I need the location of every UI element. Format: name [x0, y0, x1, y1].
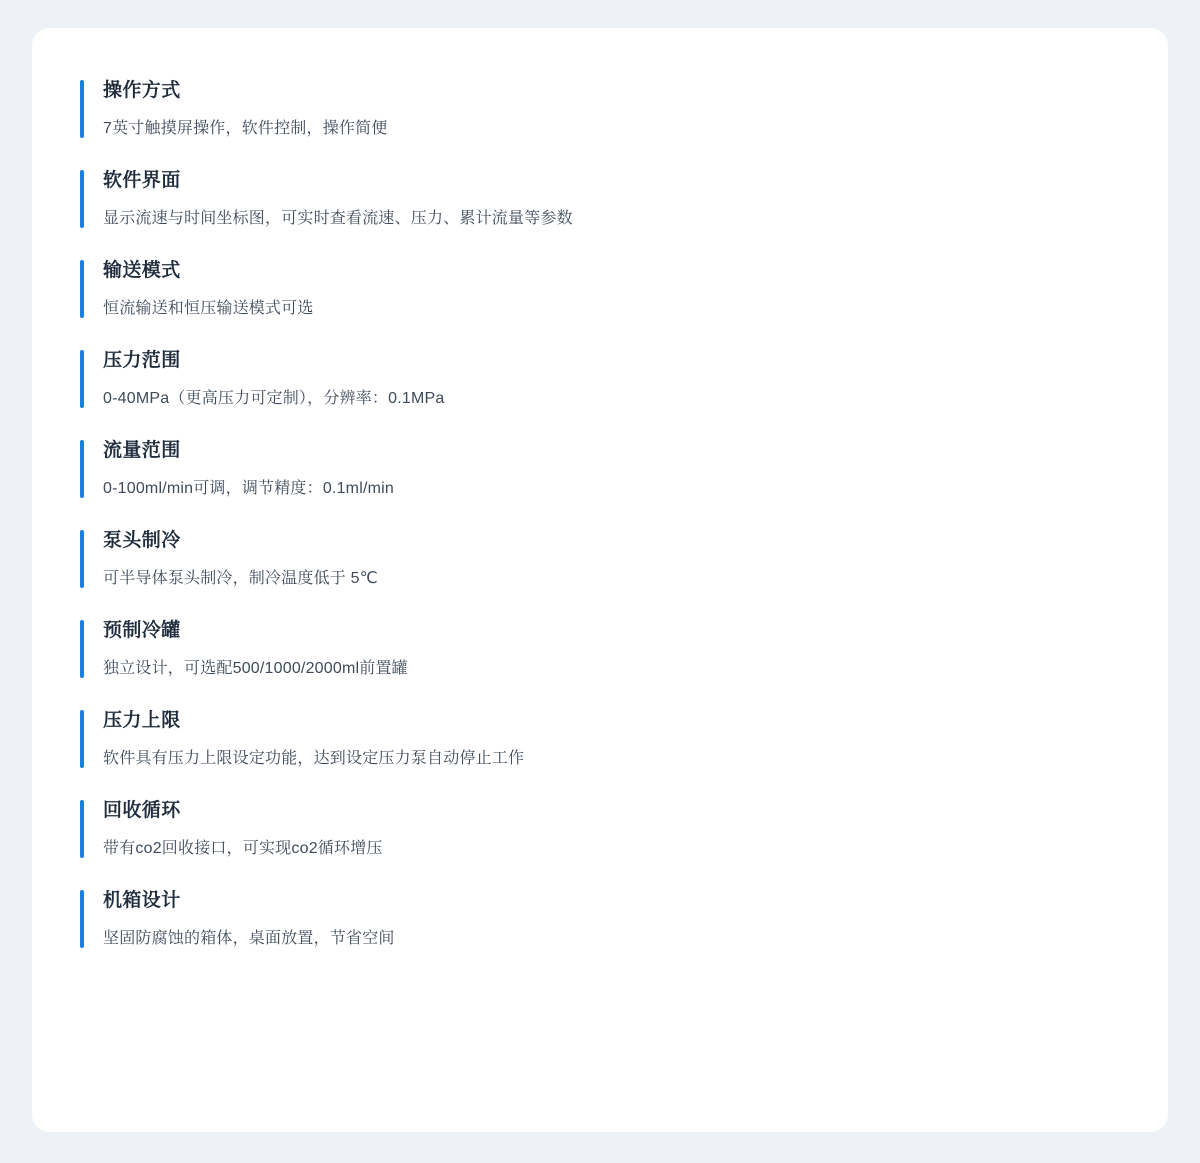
spec-item — [32, 706, 1168, 772]
spec-title: 操作方式 — [103, 80, 181, 101]
spec-title: 软件界面 — [103, 170, 181, 191]
spec-title: 回收循环 — [103, 800, 181, 821]
accent-bar — [80, 710, 84, 768]
spec-description: 带有co2回收接口，可实现co2循环增压 — [103, 840, 383, 857]
spec-title: 流量范围 — [103, 440, 181, 461]
spec-description: 可半导体泵头制冷，制冷温度低于 5℃ — [103, 570, 378, 587]
spec-title: 输送模式 — [103, 260, 181, 281]
accent-bar — [80, 170, 84, 228]
spec-title: 机箱设计 — [103, 890, 181, 911]
spec-description: 0-40MPa（更高压力可定制），分辨率：0.1MPa — [103, 390, 445, 407]
spec-title: 压力范围 — [103, 350, 181, 371]
spec-item — [32, 526, 1168, 592]
spec-description: 显示流速与时间坐标图，可实时查看流速、压力、累计流量等参数 — [103, 210, 573, 227]
spec-item — [32, 436, 1168, 502]
accent-bar — [80, 350, 84, 408]
accent-bar — [80, 80, 84, 138]
spec-item — [32, 346, 1168, 412]
accent-bar — [80, 620, 84, 678]
spec-item — [32, 256, 1168, 322]
spec-item — [32, 796, 1168, 862]
spec-title: 泵头制冷 — [103, 530, 181, 551]
accent-bar — [80, 800, 84, 858]
accent-bar — [80, 530, 84, 588]
spec-title: 压力上限 — [103, 710, 181, 731]
spec-description: 独立设计，可选配500/1000/2000ml前置罐 — [103, 660, 408, 677]
spec-description: 软件具有压力上限设定功能，达到设定压力泵自动停止工作 — [103, 750, 525, 767]
spec-card — [32, 28, 1168, 1132]
spec-item — [32, 886, 1168, 952]
spec-description: 0-100ml/min可调，调节精度：0.1ml/min — [103, 480, 394, 497]
spec-description: 坚固防腐蚀的箱体，桌面放置，节省空间 — [103, 930, 395, 947]
spec-description: 7英寸触摸屏操作，软件控制，操作简便 — [103, 120, 388, 137]
accent-bar — [80, 440, 84, 498]
spec-description: 恒流输送和恒压输送模式可选 — [103, 300, 314, 317]
spec-list — [32, 28, 1168, 952]
spec-item — [32, 616, 1168, 682]
spec-item — [32, 166, 1168, 232]
spec-title: 预制冷罐 — [103, 620, 181, 641]
accent-bar — [80, 260, 84, 318]
spec-item — [32, 76, 1168, 142]
accent-bar — [80, 890, 84, 948]
